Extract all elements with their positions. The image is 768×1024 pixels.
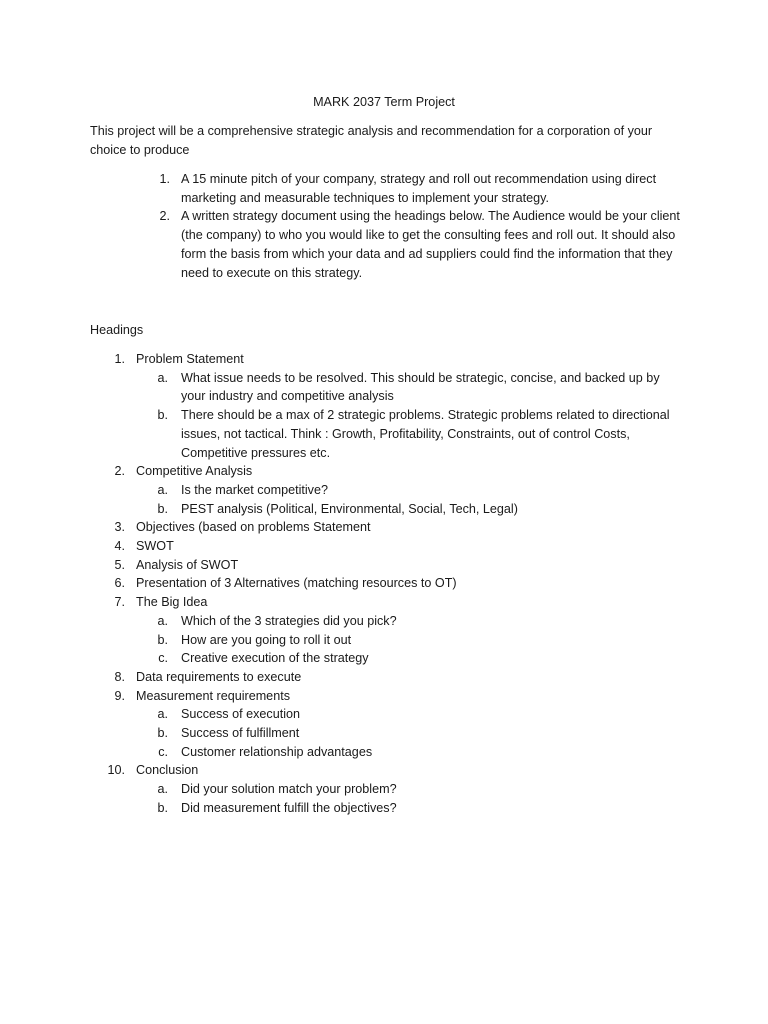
list-letter: c. [158, 744, 168, 759]
sub-item [0, 799, 768, 818]
heading-item [0, 574, 768, 593]
list-number: 6. [114, 576, 125, 591]
heading-text: SWOT [136, 539, 174, 554]
list-letter: b. [157, 726, 168, 741]
heading-text: Conclusion [136, 763, 199, 778]
list-number: 5. [114, 557, 125, 572]
sub-item [0, 705, 768, 724]
sub-item [0, 631, 768, 650]
heading-item [0, 687, 768, 706]
list-number: 9. [114, 688, 125, 703]
heading-text: Analysis of SWOT [136, 557, 239, 572]
headings-list [0, 350, 768, 818]
sub-item [0, 649, 768, 668]
sub-item-text: Customer relationship advantages [181, 744, 373, 759]
sub-item [0, 743, 768, 762]
list-number: 1. [159, 172, 170, 186]
heading-item [0, 556, 768, 575]
heading-item [0, 462, 768, 481]
list-letter: a. [157, 613, 168, 628]
heading-text: The Big Idea [136, 595, 208, 610]
list-letter: a. [157, 707, 168, 722]
heading-item [0, 593, 768, 612]
heading-item [0, 537, 768, 556]
list-number: 3. [114, 520, 125, 535]
document-title: MARK 2037 Term Project [313, 95, 455, 109]
heading-item [0, 518, 768, 537]
deliverable-item [0, 207, 768, 282]
intro-paragraph: This project will be a comprehensive strategic analysis and recommendation for a corporation of your choice to produce [90, 124, 653, 157]
list-letter: b. [157, 501, 168, 516]
list-letter: b. [157, 800, 168, 815]
sub-item-text: Creative execution of the strategy [181, 651, 369, 666]
list-number: 4. [114, 539, 125, 554]
list-letter: b. [157, 408, 168, 423]
list-letter: a. [157, 370, 168, 385]
sub-item-text: PEST analysis (Political, Environmental, Social, Tech, Legal) [181, 501, 518, 516]
headings-label: Headings [90, 323, 144, 337]
list-letter: c. [158, 651, 168, 666]
heading-text: Problem Statement [136, 352, 244, 366]
list-number: 7. [114, 595, 125, 610]
sub-item [0, 500, 768, 519]
list-number: 8. [114, 669, 125, 684]
sub-item [0, 612, 768, 631]
sub-item-text: Is the market competitive? [181, 482, 328, 497]
heading-text: Data requirements to execute [136, 669, 302, 684]
sub-item [0, 724, 768, 743]
sub-item-text: Success of execution [181, 707, 301, 722]
heading-item [0, 350, 768, 369]
sub-item-text: Did your solution match your problem? [181, 782, 397, 797]
deliverables-list [0, 170, 768, 282]
list-number: 2. [114, 464, 125, 479]
sub-item-text: There should be a max of 2 strategic problems. Strategic problems related to directional issues, not tactical. Think : Growth, Profitability, Constraints, out of control Costs, Competitive pressures etc. [181, 408, 670, 460]
list-letter: b. [157, 632, 168, 647]
list-text: A 15 minute pitch of your company, strategy and roll out recommendation using direct marketing and measurable techniques to implement your strategy. [181, 172, 657, 205]
sub-item-text: Did measurement fulfill the objectives? [181, 800, 397, 815]
sub-item-text: What issue needs to be resolved. This should be strategic, concise, and backed up by your industry and competitive analysis [181, 370, 660, 404]
heading-text: Presentation of 3 Alternatives (matching resources to OT) [136, 576, 457, 591]
sub-item [0, 481, 768, 500]
sub-item-text: How are you going to roll it out [181, 632, 352, 647]
list-number: 1. [114, 352, 125, 366]
heading-text: Competitive Analysis [136, 464, 253, 479]
list-number: 10. [107, 763, 125, 778]
sub-item [0, 406, 768, 462]
sub-item [0, 369, 768, 406]
sub-item-text: Which of the 3 strategies did you pick? [181, 613, 397, 628]
list-text: A written strategy document using the headings below. The Audience would be your client (the company) to who you would like to get the consulting fees and roll out. It should also form the basis from which your data and ad suppliers could find the information that they need to execute on this strategy. [181, 209, 680, 280]
sub-item [0, 780, 768, 799]
sub-item-text: Success of fulfillment [181, 726, 300, 741]
heading-item [0, 761, 768, 780]
list-letter: a. [157, 782, 168, 797]
deliverable-item [0, 170, 768, 207]
heading-item [0, 668, 768, 687]
list-letter: a. [157, 482, 168, 497]
heading-text: Measurement requirements [136, 688, 290, 703]
heading-text: Objectives (based on problems Statement [136, 520, 371, 535]
list-number: 2. [159, 209, 170, 224]
